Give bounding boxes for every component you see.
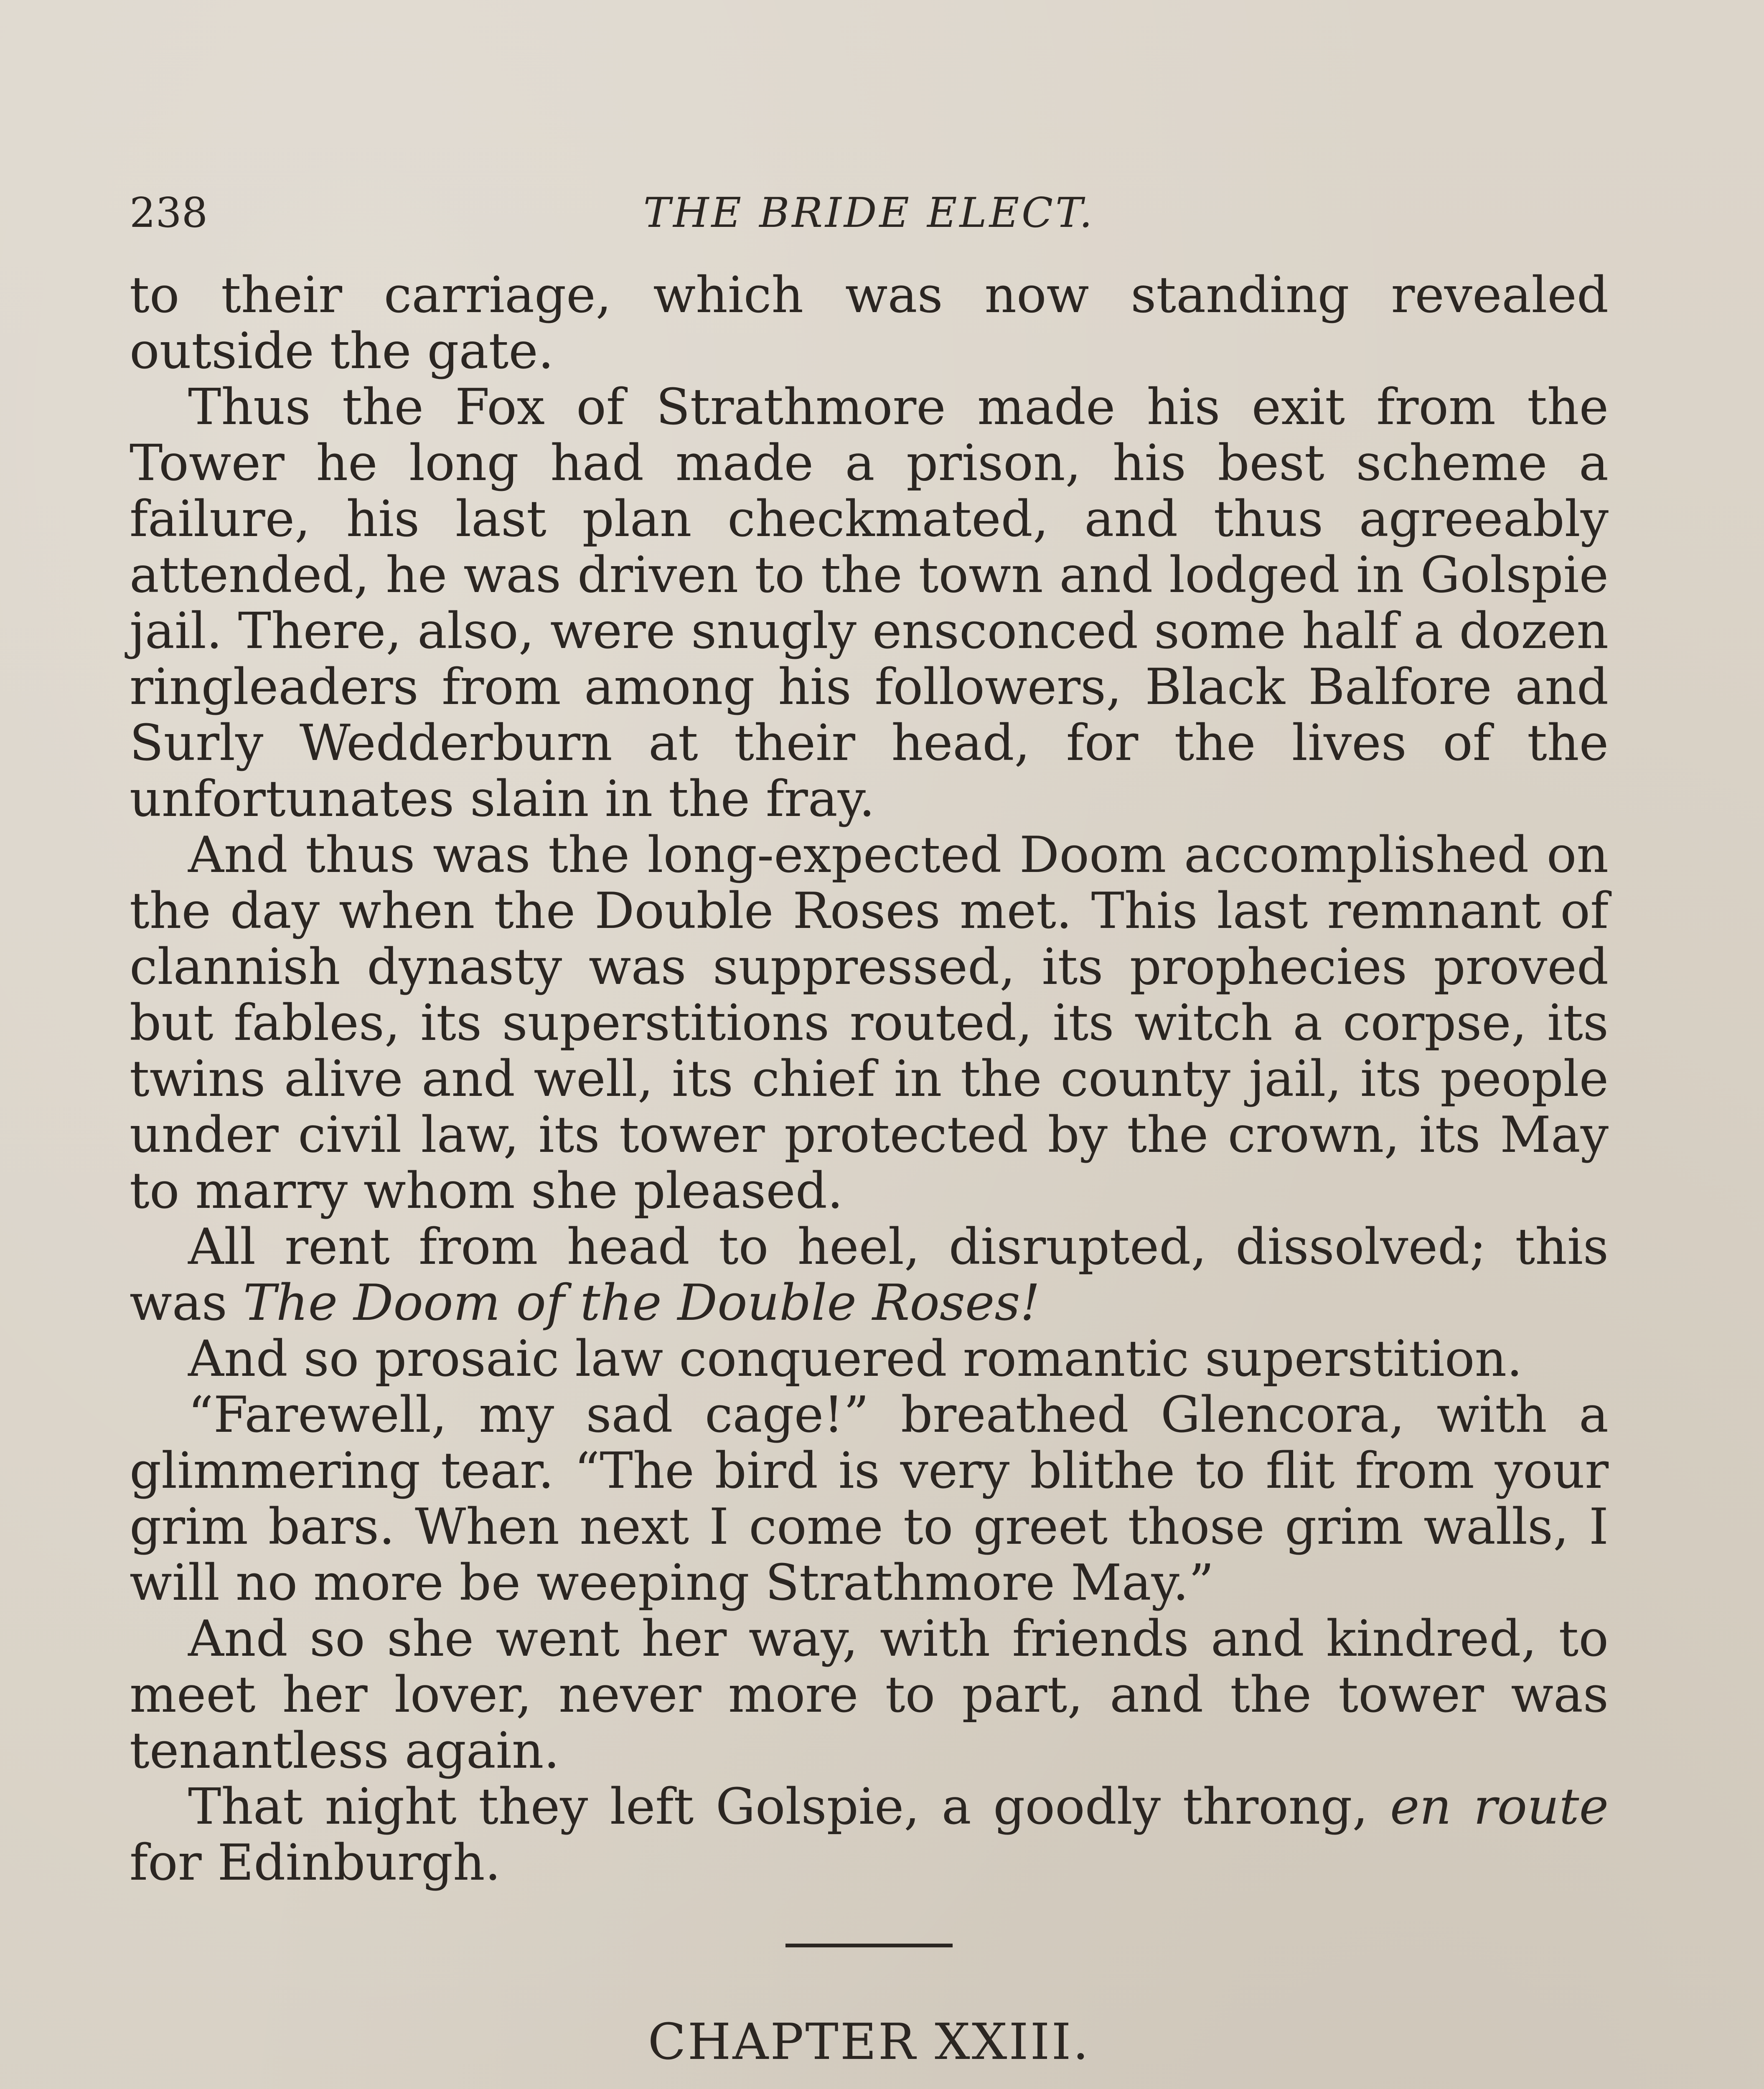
page-number: 238	[130, 189, 208, 237]
book-page	[130, 184, 1609, 2089]
paragraph: And so she went her way, with friends and kindred, to meet her lover, never more to part, and the tower was tenantless again.	[130, 1610, 1609, 1780]
paragraph: And thus was the long-expected Doom accomplished on the day when the Double Roses met. This last remnant of clannish dynasty was suppressed, its prophecies proved but fables, its superstitions routed, its witch a corpse, its twins alive and well, its chief in the county jail, its people under civil law, its tower protected by the crown, its May to marry whom she pleased.	[130, 826, 1609, 1220]
final-text-before: That night they left Golspie, a goodly throng,	[188, 1778, 1368, 1836]
running-header	[130, 184, 1609, 267]
paragraph: Thus the Fox of Strathmore made his exit from the Tower he long had made a prison, his best scheme a failure, his last plan checkmated, and thus agreeably attended, he was driven to the town and lodged in Golspie jail. There, also, were snugly ensconced some half a dozen ringleaders from among his followers, Black Balfore and Surly Wedderburn at their head, for the lives of the unfortunates slain in the fray.	[130, 379, 1609, 828]
section-divider	[785, 1944, 953, 1947]
doom-title-italic: The Doom of the Double Roses!	[243, 1274, 1040, 1332]
body-text	[130, 267, 1609, 1891]
paragraph: to their carriage, which was now standing revealed outside the gate.	[130, 267, 1609, 380]
running-title: THE BRIDE ELECT.	[643, 189, 1095, 237]
doom-text: All rent from head to heel, disrupted, dissolved; this was	[130, 1218, 1609, 1332]
chapter-heading: CHAPTER XXIII.	[648, 2013, 1090, 2071]
paragraph: “Farewell, my sad cage!” breathed Glencora, with a glimmering tear. “The bird is very blithe to flit from your grim bars. When next I come to greet those grim walls, I will no more be weeping Strathmore May.”	[130, 1386, 1609, 1612]
final-paragraph	[130, 1779, 1609, 1891]
doom-paragraph	[130, 1219, 1609, 1331]
final-text-after: for Edinburgh.	[130, 1834, 501, 1892]
en-route-italic: en route	[1390, 1778, 1609, 1836]
paragraph: And so prosaic law conquered romantic superstition.	[188, 1330, 1523, 1388]
